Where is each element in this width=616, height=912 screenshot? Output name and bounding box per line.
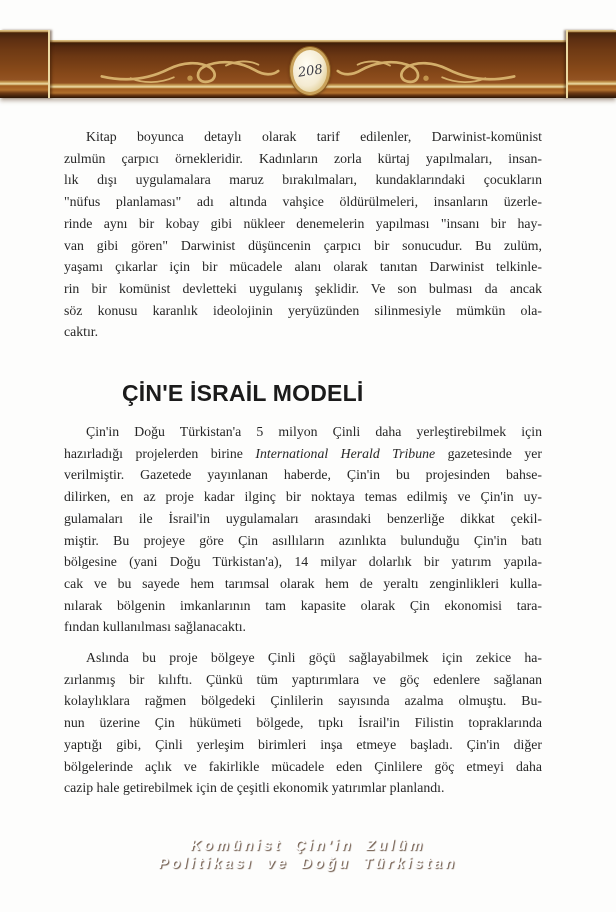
text-line: caktır.: [64, 324, 99, 340]
section-heading: ÇİN'E İSRAİL MODELİ: [122, 380, 364, 407]
section-paragraphs: [64, 421, 542, 799]
text-line: yaptığı gibi, Çinli yerleşim birimleri inşa etmeye başladı. Çin'in diğer: [64, 736, 542, 752]
text-line: cazip hale getirebilmek için de çeşitli ekonomik yatırımlar planlandı.: [64, 780, 445, 796]
top-border-left-cap: [0, 30, 50, 98]
text-line: hazırladığı projelerden birine International Herald Tribune gazetesinde yer: [64, 445, 542, 461]
text-line: miştir. Bu projeye göre Çin asıllıların azınlıkta bulunduğu Çin'in batı: [64, 532, 542, 548]
text-line: gulamaları ile İsrail'in uygulamaları arasındaki benzerliğe dikkat çekil-: [64, 510, 542, 526]
intro-paragraphs: [64, 126, 542, 343]
text-line: cak ve bu sayede hem tarımsal olarak hem de yeraltı zenginlikleri kulla-: [64, 575, 542, 591]
text-line: söz konusu karanlık ideolojinin yeryüzünden silinmesiyle mümkün ola-: [64, 302, 542, 318]
text-line: Kitap boyunca detaylı olarak tarif edilenler, Darwinist-komünist: [86, 129, 542, 144]
text-line: Aslında bu proje bölgeye Çinli göçü sağlayabilmek için zekice ha-: [86, 650, 542, 666]
scroll-flourish-icon: [336, 54, 516, 88]
text-line: zulmün çarpıcı örnekleridir. Kadınların zorla kürtaj yapılmaları, insan-: [64, 150, 542, 166]
text-line: verilmiştir. Gazetede yayınlanan haberde, Çin'in bu projesinden bahse-: [64, 467, 542, 483]
footer-title-line2: Politikası ve Doğu Türkistan: [158, 856, 458, 872]
text-line: rin bir komünist devletteki uygulanış şeklidir. Ve son bulması da ancak: [64, 280, 542, 296]
page-number-medallion: [290, 47, 330, 95]
text-line: kolaylıklara rağmen bölgedeki Çinlilerin sayısında azalma olmuştu. Bu-: [64, 693, 542, 709]
text-line: yaşamı çıkarlar için bir mücadele alanı olarak tanıtan Darwinist telkinle-: [64, 259, 542, 275]
top-border-right-cap: [566, 30, 616, 98]
text-line: dilirken, en az proje kadar ilginç bir noktaya temas edilmiş ve Çin'in uy-: [64, 489, 542, 505]
scroll-flourish-icon: [100, 54, 280, 88]
footer-title-line1: Komünist Çin'in Zulüm: [190, 838, 426, 854]
text-line: van gibi gören" Darwinist düşüncenin çarpıcı bir sonucudur. Bu zulüm,: [64, 237, 542, 253]
text-line: zırlanmış bir kılıftı. Çünkü tüm yaptırımlara ve göç edenlere sağlanan: [64, 671, 542, 687]
paragraph: [64, 126, 542, 343]
text-line: rinde aynı bir kobay gibi nükleer denemelerin yapılması "insanı bir hay-: [64, 215, 542, 231]
text-line: bölgelerinde açlık ve fakirlikle mücadele eden Çinlilere göç etmeyi daha: [64, 758, 542, 774]
text-line: nun üzerine Çin hükümeti bölgede, tıpkı İsrail'in Filistin topraklarında: [64, 715, 542, 731]
article-body: [64, 126, 542, 799]
text-line: nılarak bölgenin imkanlarının tam kapasite olarak Çin ekonomisi tara-: [64, 597, 542, 613]
text-line: lık dışı uygulamalara maruz bırakılmaları, kundaklarındaki çocukların: [64, 172, 542, 188]
page-number: 208: [296, 61, 324, 81]
paragraph: [64, 647, 542, 799]
text-line: fından kullanılması sağlanacaktı.: [64, 619, 246, 635]
text-line: "nüfus planlaması" adı altında vahşice öldürülmeleri, insanların üzerle-: [64, 194, 542, 210]
text-line: bölgesine (yani Doğu Türkistan'a), 14 milyar dolarlık bir yatırım yapıla-: [64, 554, 542, 570]
chapter-footer-title: [0, 837, 616, 873]
paragraph: [64, 421, 542, 638]
top-border: [0, 0, 616, 104]
text-line: Çin'in Doğu Türkistan'a 5 milyon Çinli daha yerleştirebilmek için: [86, 424, 542, 440]
